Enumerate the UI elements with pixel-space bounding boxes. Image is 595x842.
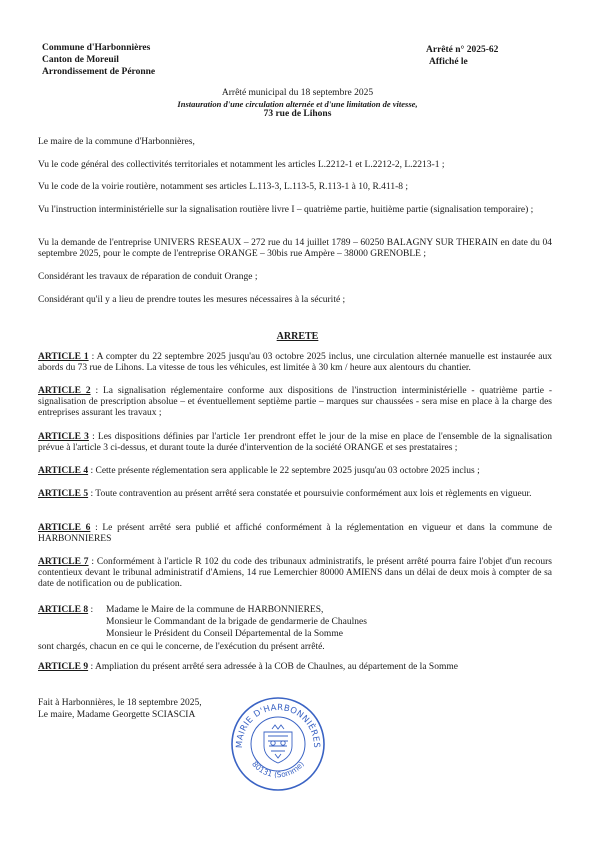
stamp-top-text: MAIRIE D'HARBONNIÈRES bbox=[234, 702, 322, 749]
arrondissement-name: Arrondissement de Péronne bbox=[42, 67, 156, 77]
article-label: ARTICLE 1 bbox=[38, 352, 89, 362]
signer-name: Le maire, Madame Georgette SCIASCIA bbox=[38, 710, 196, 720]
arrete-number: Arrêté n° 2025-62 bbox=[426, 45, 499, 55]
article-text: : Les dispositions définies par l'article 1er prendront effet le jour de la mise en place de l'ensemble de la signalisation prévue à l'article 3 ci-dessus, et durant toute la durée d'intervention de la société ORANGE et ses prestataires ; bbox=[38, 432, 552, 453]
canton-name: Canton de Moreuil bbox=[42, 55, 119, 65]
article-text: : Toute contravention au présent arrêté sera constatée et poursuivie conformément aux lois et règlements en vigueur. bbox=[88, 489, 532, 499]
preamble-considerant-travaux: Considérant les travaux de réparation de conduit Orange ; bbox=[38, 272, 258, 282]
arrete-heading: ARRETE bbox=[276, 331, 319, 342]
article-label-sep: : bbox=[88, 605, 94, 615]
signature-block bbox=[38, 697, 202, 721]
article-label: ARTICLE 9 bbox=[38, 662, 89, 672]
addressee-maire: Madame le Maire de la commune de HARBONNIERES, bbox=[106, 605, 324, 615]
stamp-bottom-text: 80131 (Somme) bbox=[250, 759, 306, 780]
article-1 bbox=[38, 352, 552, 374]
preamble-vu-demande: Vu la demande de l'entreprise UNIVERS RESEAUX – 272 rue du 14 juillet 1789 – 60250 BALAGNY SUR THERAIN en date du 04 septembre 2025, pour le compte de l'entreprise ORANGE – 30bis rue Ampère – 38000 GRENOBLE ; bbox=[38, 238, 552, 259]
commune-name: Commune d'Harbonnières bbox=[42, 43, 151, 53]
article-label: ARTICLE 7 bbox=[38, 557, 89, 567]
article-7 bbox=[38, 557, 552, 590]
article-5 bbox=[38, 489, 552, 500]
article-label: ARTICLE 5 bbox=[38, 489, 89, 499]
coat-of-arms-icon bbox=[264, 725, 292, 763]
article-text: : La signalisation réglementaire conforme aux dispositions de l'instruction interministérielle - quatrième partie - signalisation de prescription absolue – et éventuellement septième partie – marques sur chaussées - sera mise en place à la charge des entreprises assurant les travaux ; bbox=[38, 386, 552, 418]
preamble-vu-cgct: Vu le code général des collectivités territoriales et notamment les articles L.2212-1 et L.2212-2, L.2213-1 ; bbox=[38, 160, 445, 170]
article-3 bbox=[38, 432, 552, 454]
article-8-label-wrap bbox=[38, 605, 93, 617]
article-4 bbox=[38, 466, 552, 477]
article-text: : Ampliation du présent arrêté sera adressée à la COB de Chaulnes, au département de la Somme bbox=[88, 662, 458, 672]
article-2 bbox=[38, 386, 552, 419]
article-label: ARTICLE 8 bbox=[38, 605, 89, 615]
title-subject: Instauration d'une circulation alternée et d'une limitation de vitesse, bbox=[177, 98, 418, 109]
affiche-label: Affiché le bbox=[429, 57, 468, 67]
article-text: : Cette présente réglementation sera applicable le 22 septembre 2025 jusqu'au 03 octobre 2025 inclus ; bbox=[88, 466, 480, 476]
document-title bbox=[0, 88, 595, 120]
issuer-block bbox=[42, 42, 155, 78]
article-label: ARTICLE 6 bbox=[38, 523, 91, 533]
preamble-mayor: Le maire de la commune d'Harbonnières, bbox=[38, 137, 195, 147]
title-date: Arrêté municipal du 18 septembre 2025 bbox=[221, 88, 374, 98]
place-and-date: Fait à Harbonnières, le 18 septembre 2025, bbox=[38, 698, 202, 708]
mairie-stamp bbox=[228, 694, 328, 794]
addressee-departement: Monsieur le Président du Conseil Départemental de la Somme bbox=[106, 629, 343, 639]
article-6 bbox=[38, 523, 552, 545]
article-label: ARTICLE 4 bbox=[38, 466, 89, 476]
article-8-closing: sont chargés, chacun en ce qui le concerne, de l'exécution du présent arrêté. bbox=[38, 642, 325, 652]
article-label: ARTICLE 2 bbox=[38, 386, 91, 396]
preamble-considerant-securite: Considérant qu'il y a lieu de prendre toutes les mesures nécessaires à la sécurité ; bbox=[38, 295, 346, 305]
preamble-vu-voirie: Vu le code de la voirie routière, notamment ses articles L.113-3, L.113-5, R.113-1 à 10, R.411-8 ; bbox=[38, 182, 409, 192]
article-text: : Conformément à l'article R 102 du code des tribunaux administratifs, le présent arrêté pourra faire l'objet d'un recours contentieux devant le tribunal administratif d'Amiens, 14 rue Lemerchier 80000 AMIENS dans un délai de deux mois à compter de sa date de notification ou de publication. bbox=[38, 557, 552, 589]
reference-block bbox=[426, 44, 498, 68]
addressee-gendarmerie: Monsieur le Commandant de la brigade de gendarmerie de Chaulnes bbox=[106, 617, 367, 627]
article-label: ARTICLE 3 bbox=[38, 432, 89, 442]
title-location: 73 rue de Lihons bbox=[263, 109, 332, 119]
article-text: : A compter du 22 septembre 2025 jusqu'au 03 octobre 2025 inclus, une circulation alternée manuelle est instaurée aux abords du 73 rue de Lihons. La vitesse de tous les véhicules, est limitée à 30 km / heure aux alentours du chantier. bbox=[38, 352, 552, 373]
article-9 bbox=[38, 662, 552, 673]
preamble-vu-instruction: Vu l'instruction interministérielle sur la signalisation routière livre I – quatrième partie, huitième partie (signalisation temporaire) ; bbox=[38, 205, 534, 215]
article-text: : Le présent arrêté sera publié et affiché conformément à la réglementation en vigueur et dans la commune de HARBONNIERES bbox=[38, 523, 552, 544]
